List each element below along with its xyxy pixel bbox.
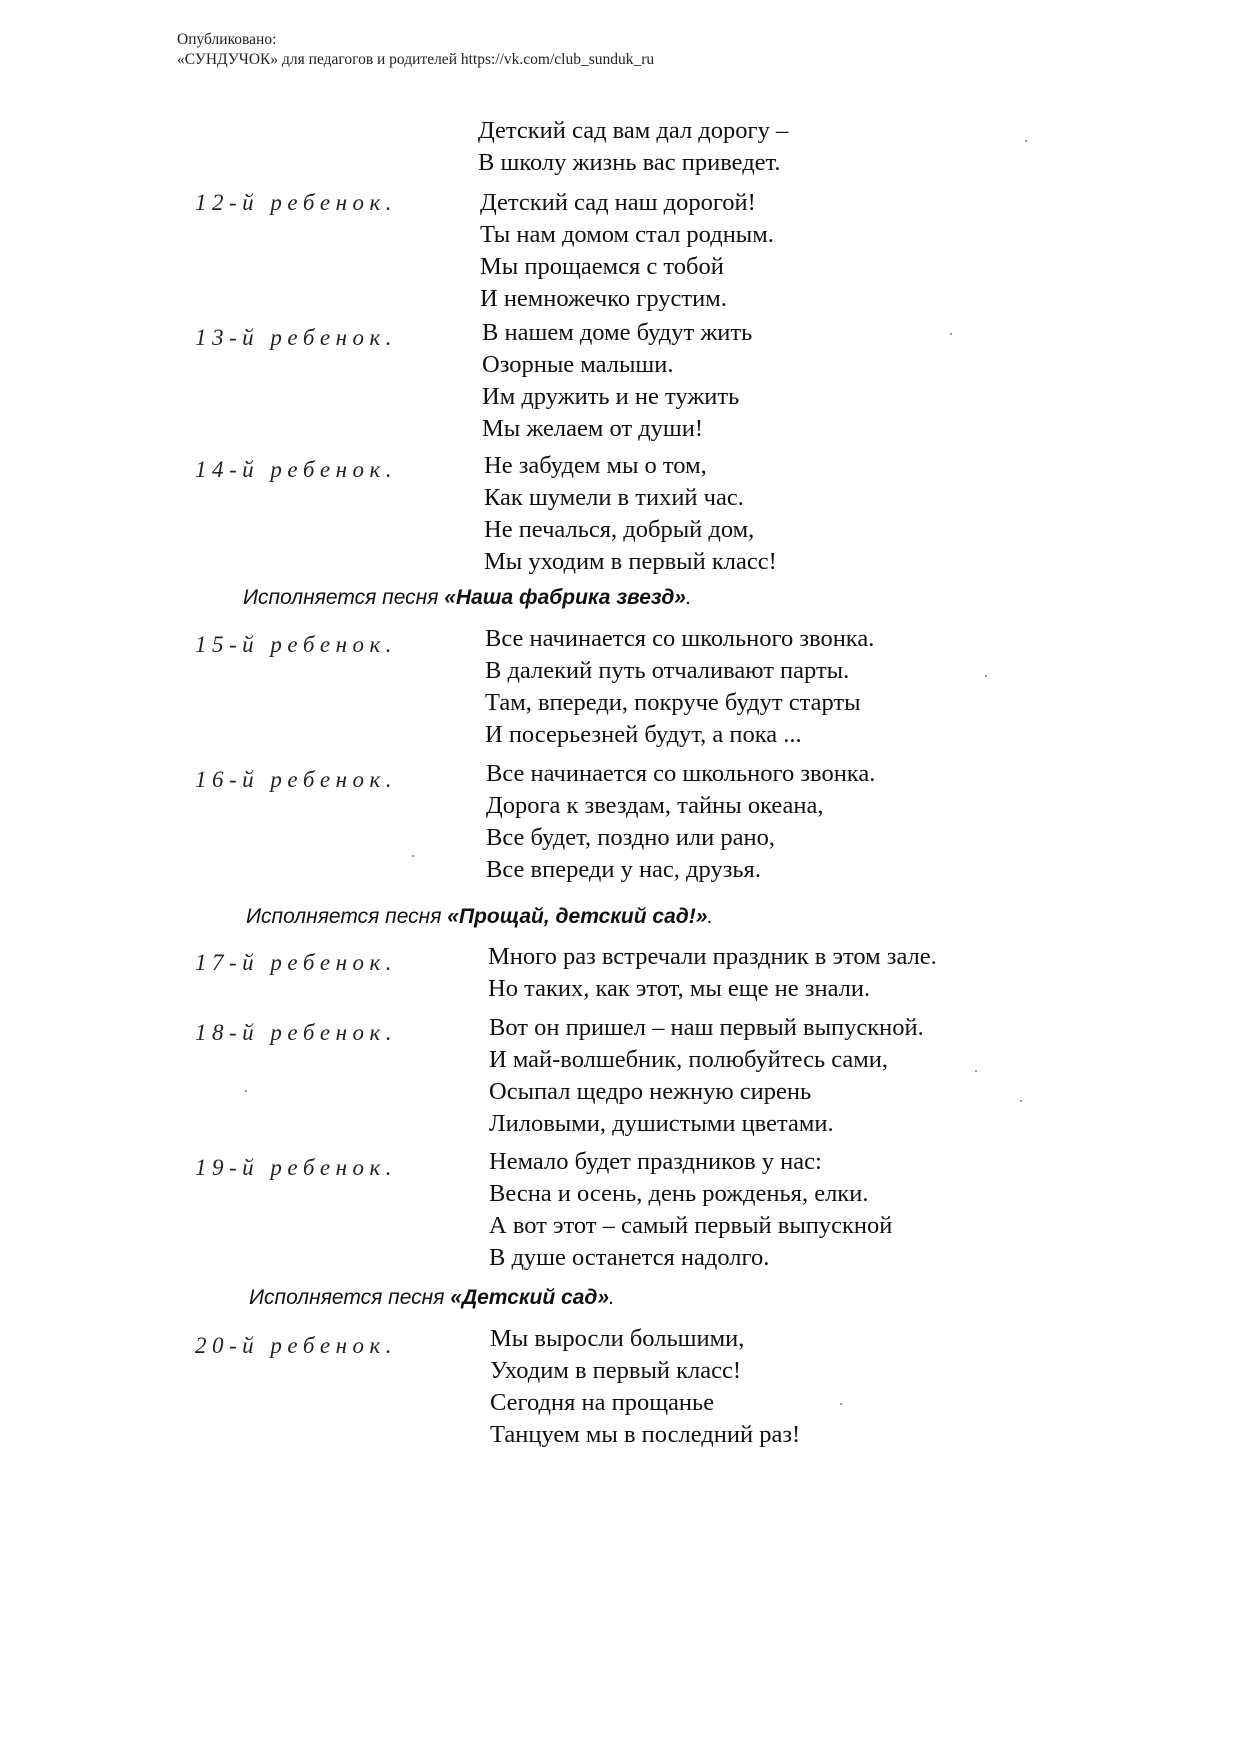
verse-line: Мы выросли большими, bbox=[490, 1325, 745, 1352]
verse-line: Там, впереди, покруче будут старты bbox=[485, 689, 861, 716]
verse-14 bbox=[484, 450, 777, 578]
verse-line: В школу жизнь вас приведет. bbox=[478, 149, 781, 176]
verse-line: Как шумели в тихий час. bbox=[484, 484, 744, 511]
verse-line: Детский сад вам дал дорогу – bbox=[478, 117, 789, 144]
speaker-label: 19-й ребенок. bbox=[195, 1155, 398, 1180]
verse-line: Много раз встречали праздник в этом зале. bbox=[488, 943, 937, 970]
scan-speck bbox=[840, 1403, 842, 1405]
verse-13 bbox=[482, 317, 752, 445]
verse-line: Детский сад наш дорогой! bbox=[480, 189, 756, 216]
speaker-label: 15-й ребенок. bbox=[195, 632, 398, 657]
verse-line: Вот он пришел – наш первый выпускной. bbox=[489, 1014, 924, 1041]
verse-line: Все будет, поздно или рано, bbox=[486, 824, 775, 851]
published-label: Опубликовано: bbox=[177, 31, 277, 48]
verse-line: Уходим в первый класс! bbox=[490, 1357, 742, 1384]
speaker-label: 13-й ребенок. bbox=[195, 325, 398, 350]
song-prefix: Исполняется песня bbox=[246, 905, 448, 928]
verse-line: Мы уходим в первый класс! bbox=[484, 548, 777, 575]
verse-line: И май-волшебник, полюбуйтесь сами, bbox=[489, 1046, 889, 1073]
verse-line: Танцуем мы в последний раз! bbox=[490, 1421, 801, 1448]
verse-line: Весна и осень, день рожденья, елки. bbox=[489, 1180, 869, 1207]
verse-line: Озорные малыши. bbox=[482, 351, 674, 378]
verse-line: Ты нам домом стал родным. bbox=[480, 221, 774, 248]
song-title: «Детский сад» bbox=[450, 1286, 610, 1309]
song-title: «Прощай, детский сад!» bbox=[447, 905, 708, 928]
verse-20 bbox=[490, 1323, 800, 1451]
verse-line: В нашем доме будут жить bbox=[482, 319, 753, 346]
verse-16 bbox=[486, 758, 875, 886]
verse-line: Не забудем мы о том, bbox=[484, 452, 707, 479]
verse-line: Все начинается со школьного звонка. bbox=[485, 625, 875, 652]
song-note bbox=[243, 586, 692, 610]
publisher-line: «СУНДУЧОК» для педагогов и родителей https://vk.com/club_sunduk_ru bbox=[177, 51, 655, 68]
scan-speck bbox=[985, 675, 987, 677]
verse-line: В душе останется надолго. bbox=[489, 1244, 770, 1271]
speaker-label: 18-й ребенок. bbox=[195, 1020, 398, 1045]
scan-speck bbox=[1025, 140, 1027, 142]
verse-19 bbox=[489, 1146, 892, 1274]
verse-line: В далекий путь отчаливают парты. bbox=[485, 657, 850, 684]
verse-line: Лиловыми, душистыми цветами. bbox=[489, 1110, 834, 1137]
verse-line: Сегодня на прощанье bbox=[490, 1389, 715, 1416]
song-suffix: . bbox=[707, 905, 714, 928]
verse-line: Им дружить и не тужить bbox=[482, 383, 740, 410]
verse-15 bbox=[485, 623, 874, 751]
verse-line: И посерьезней будут, а пока ... bbox=[485, 721, 802, 748]
speaker-label: 12-й ребенок. bbox=[195, 190, 398, 215]
song-note bbox=[246, 905, 713, 929]
speaker-label: 20-й ребенок. bbox=[195, 1333, 398, 1358]
song-suffix: . bbox=[609, 1286, 615, 1309]
verse-18 bbox=[489, 1012, 924, 1140]
scan-speck bbox=[950, 333, 952, 335]
verse-12 bbox=[480, 187, 774, 315]
verse-line: Мы прощаемся с тобой bbox=[480, 253, 724, 280]
publication-header bbox=[177, 30, 654, 70]
verse-line: Но таких, как этот, мы еще не знали. bbox=[488, 975, 871, 1002]
speaker-label: 14-й ребенок. bbox=[195, 457, 398, 482]
song-suffix: . bbox=[685, 586, 692, 609]
verse-line: Не печалься, добрый дом, bbox=[484, 516, 755, 543]
speaker-label: 16-й ребенок. bbox=[195, 767, 398, 792]
verse-line: Осыпал щедро нежную сирень bbox=[489, 1078, 812, 1105]
verse-line: Мы желаем от души! bbox=[482, 415, 704, 442]
verse-17 bbox=[488, 941, 937, 1005]
song-prefix: Исполняется песня bbox=[249, 1286, 451, 1309]
song-prefix: Исполняется песня bbox=[243, 586, 445, 609]
scan-speck bbox=[975, 1070, 977, 1072]
intro-verse bbox=[478, 115, 788, 179]
scan-speck bbox=[1020, 1100, 1022, 1102]
song-note bbox=[249, 1286, 615, 1310]
verse-line: И немножечко грустим. bbox=[480, 285, 727, 312]
speaker-label: 17-й ребенок. bbox=[195, 950, 398, 975]
verse-line: Немало будет праздников у нас: bbox=[489, 1148, 822, 1175]
verse-line: Все впереди у нас, друзья. bbox=[486, 856, 761, 883]
verse-line: А вот этот – самый первый выпускной bbox=[489, 1212, 893, 1239]
scan-speck bbox=[245, 1090, 247, 1092]
song-title: «Наша фабрика звезд» bbox=[444, 586, 686, 609]
scan-speck bbox=[412, 855, 414, 857]
verse-line: Дорога к звездам, тайны океана, bbox=[486, 792, 824, 819]
verse-line: Все начинается со школьного звонка. bbox=[486, 760, 876, 787]
